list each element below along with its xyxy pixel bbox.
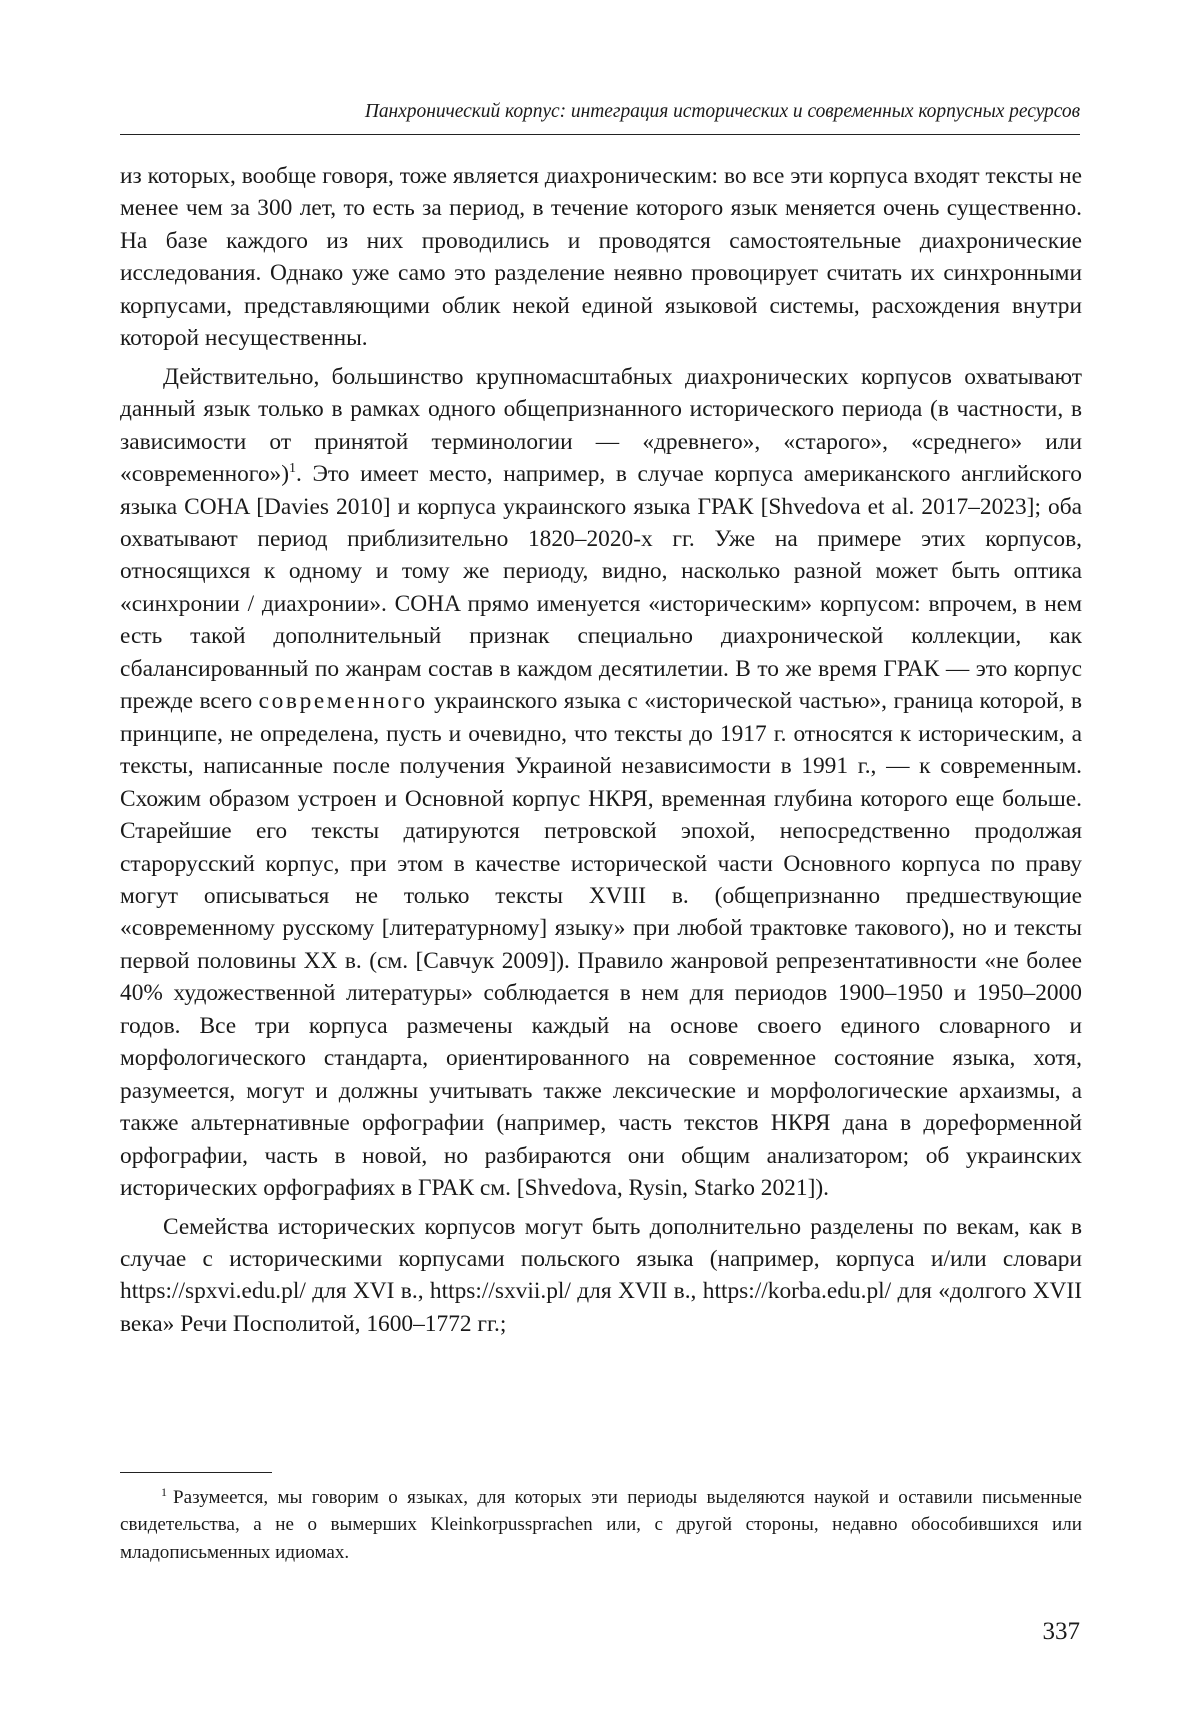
footnote-marker: 1 [161,1485,167,1499]
paragraph-1: из которых, вообще говоря, тоже является диахроническим: во все эти корпуса входят тексты не менее чем за 300 лет, то есть за период, в течение которого язык меняется очень существенно. На базе каждого из них проводились и проводятся самостоятельные диахронические исследования. Однако уже само это разделение неявно провоцирует считать их синхронными корпусами, представляющими облик некой единой языковой системы, расхождения внутри которой несущественны. [120,163,1082,352]
paragraph-2-part-b: . Это имеет место, например, в случае корпуса американского английского языка COHA [Davies 2010] и корпуса украинского языка ГРАК [Shvedova et al. 2017–2023]; оба охватывают период приблизительно 1820–2020-х гг. Уже на примере этих корпусов, относящихся к одному и тому же периоду, видно, насколько разной может быть оптика «синхронии / диахронии». COHA прямо именуется «историческим» корпусом: впрочем, в нем есть такой дополнительный признак специально диахронической коллекции, как сбалансированный по жанрам состав в каждом десятилетии. В то же время ГРАК — это корпус прежде всего [120,461,1082,715]
paragraph-2-part-c: украинского языка с «исторической частью», граница которой, в принципе, не определена, пусть и очевидно, что тексты до 1917 г. относятся к историческим, а тексты, написанные после получения Украиной независимости в 1991 г., — к современным. Схожим образом устроен и Основной корпус НКРЯ, временная глубина которого еще больше. Старейшие его тексты датируются петровской эпохой, непосредственно продолжая старорусский корпус, при этом в качестве исторической части Основного корпуса по праву могут описываться не только тексты XVIII в. (общепризнанно предшествующие «современному русскому [литературному] языку» при любой трактовке такового), но и тексты первой половины XX в. (см. [Савчук 2009]). Правило жанровой репрезентативности «не более 40% художественной литературы» соблюдается в нем для периодов 1900–1950 и 1950–2000 годов. Все три корпуса размечены каждый на основе своего единого словарного и морфологического стандарта, ориентированного на современное состояние языка, хотя, разумеется, могут и должны учитывать также лексические и морфологические архаизмы, а также альтернативные орфографии (например, часть текстов НКРЯ дана в дореформенной орфографии, часть в новой, но разбираются они общим анализатором; об украинских исторических орфографиях в ГРАК см. [Shvedova, Rysin, Starko 2021]). [120,688,1083,1202]
footnote-rule [120,1472,272,1473]
paragraph-2 [120,361,1082,1205]
emphasis-spaced: современного [258,688,428,715]
footnote-ref-1[interactable]: 1 [289,461,296,477]
footnote [120,1484,1082,1566]
footnote-text: Разумеется, мы говорим о языках, для которых эти периоды выделяются наукой и оставили письменные свидетельства, а не о вымерших Kleinkorpussprachen или, с другой стороны, недавно обособившихся или младописьменных идиомах. [120,1487,1082,1563]
paragraph-2-part-a: Действительно, большинство крупномасштабных диахронических корпусов охватывают данный язык только в рамках одного общепризнанного исторического периода (в частности, в зависимости от принятой терминологии — «древнего», «старого», «среднего» или «современного») [120,363,1082,488]
running-header: Панхронический корпус: интеграция исторических и современных корпусных ресурсов [364,101,1080,122]
page-number: 337 [1042,1618,1080,1645]
header-rule [120,134,1080,135]
body-text [120,160,1082,1340]
paragraph-3: Семейства исторических корпусов могут быть дополнительно разделены по векам, как в случае с историческими корпусами польского языка (например, корпуса и/или словари https://spxvi.edu.pl/ для XVI в., https://sxvii.pl/ для XVII в., https://korba.edu.pl/ для «долгого XVII века» Речи Посполитой, 1600–1772 гг.; [120,1213,1082,1337]
footnote-1 [120,1484,1082,1566]
